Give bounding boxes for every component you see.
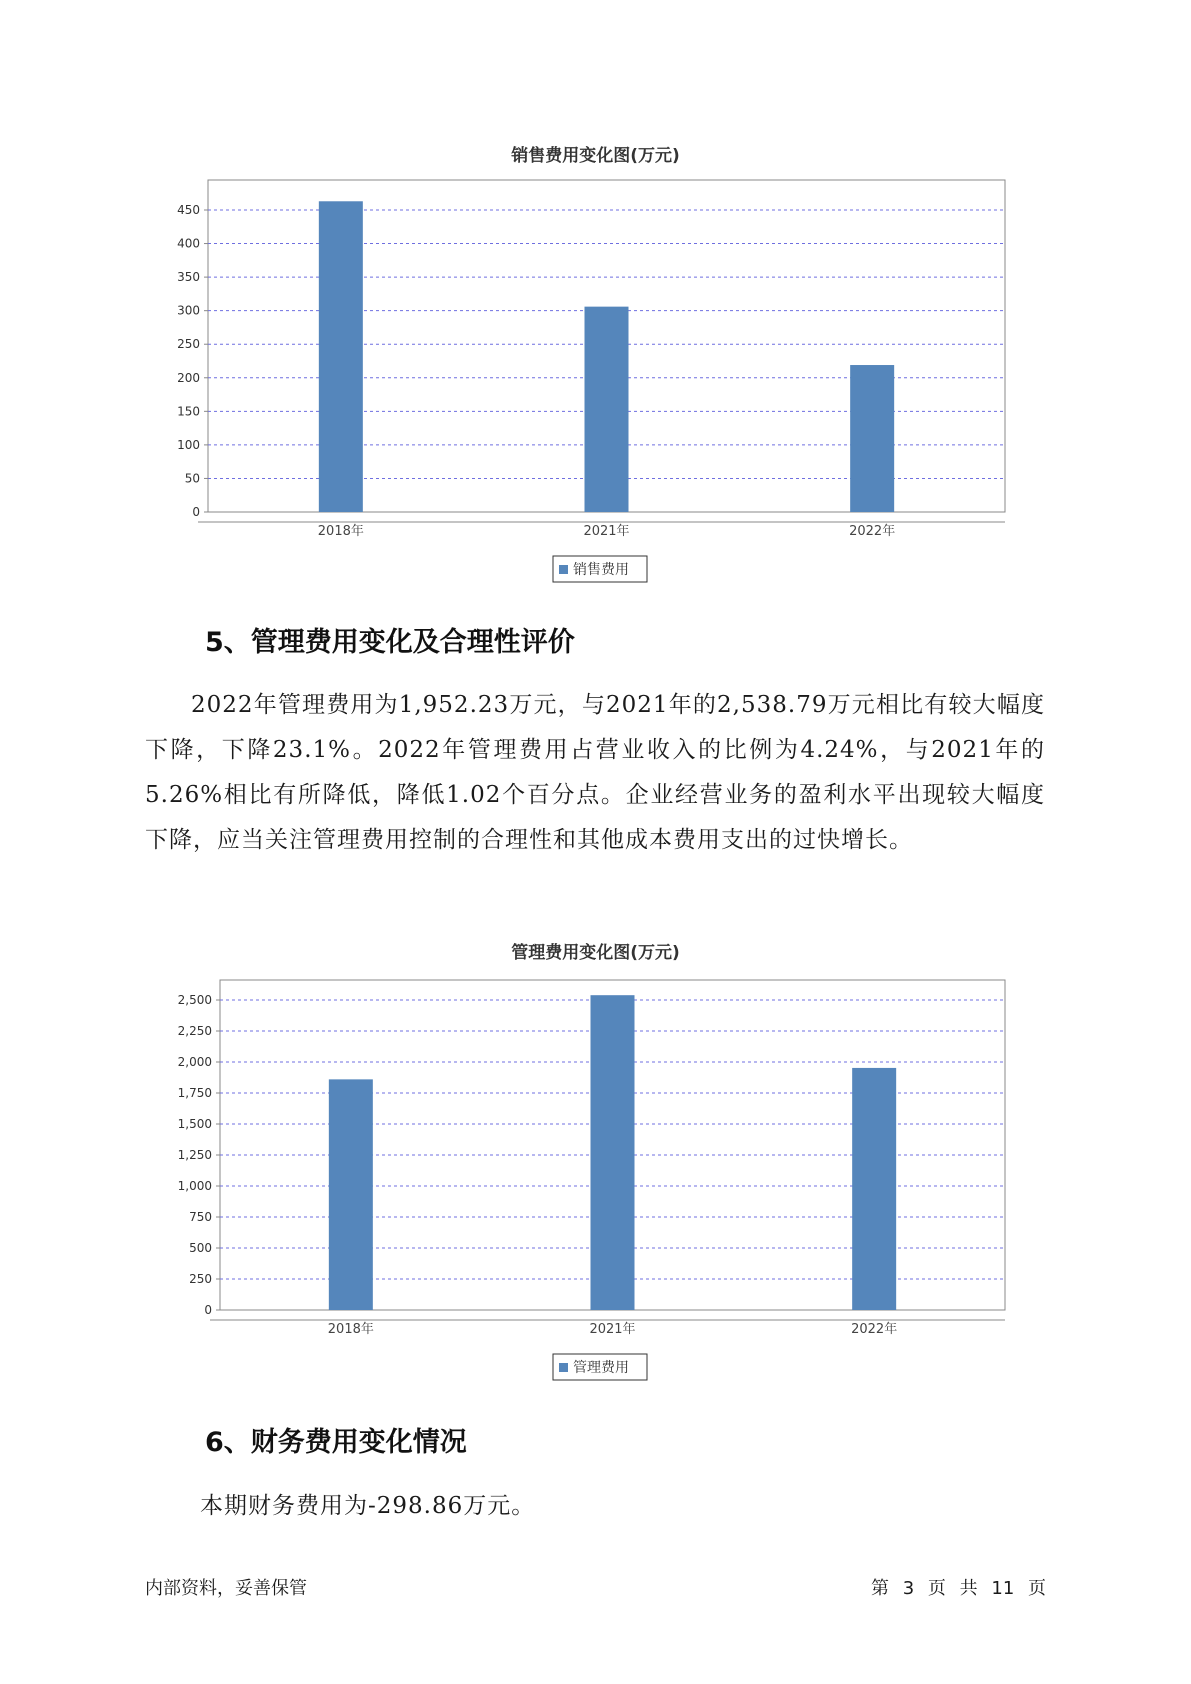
- x-tick-label: 2021年: [583, 524, 630, 539]
- bar-2021年: [585, 307, 629, 512]
- y-tick-label: 150: [177, 404, 200, 419]
- footer-confidential: 内部资料，妥善保管: [145, 1578, 307, 1599]
- legend-swatch: [559, 1363, 568, 1372]
- y-tick-label: 200: [177, 370, 200, 385]
- admin-expense-chart: [0, 958, 1191, 1398]
- legend-label: 管理费用: [573, 1360, 629, 1376]
- x-tick-label: 2018年: [317, 524, 364, 539]
- x-tick-label: 2022年: [849, 524, 896, 539]
- y-tick-label: 250: [189, 1272, 212, 1286]
- legend-swatch: [559, 565, 568, 574]
- y-tick-label: 750: [189, 1210, 212, 1224]
- y-tick-label: 2,250: [177, 1024, 212, 1038]
- y-tick-label: 2,000: [177, 1055, 212, 1069]
- section6-paragraph: 本期财务费用为-298.86万元。: [200, 1493, 536, 1519]
- y-tick-label: 50: [184, 471, 200, 486]
- y-tick-label: 100: [177, 437, 200, 452]
- footer-page-number: 第 3 页 共 11 页: [871, 1578, 1046, 1599]
- y-tick-label: 1,250: [177, 1148, 212, 1162]
- bar-2018年: [319, 201, 363, 512]
- y-tick-label: 1,750: [177, 1086, 212, 1100]
- bar-2021年: [591, 995, 635, 1310]
- section6-heading: 6、财务费用变化情况: [205, 1427, 467, 1458]
- x-tick-label: 2021年: [589, 1322, 636, 1337]
- x-tick-label: 2018年: [327, 1322, 374, 1337]
- y-tick-label: 400: [177, 236, 200, 251]
- bar-2022年: [850, 365, 894, 512]
- bar-2018年: [329, 1079, 373, 1310]
- sales-expense-chart: [0, 160, 1191, 600]
- chart-title-sales: 销售费用变化图(万元): [511, 146, 680, 166]
- y-tick-label: 250: [177, 337, 200, 352]
- bar-2022年: [852, 1068, 896, 1310]
- y-tick-label: 1,000: [177, 1179, 212, 1193]
- y-tick-label: 300: [177, 303, 200, 318]
- section5-heading: 5、管理费用变化及合理性评价: [205, 627, 575, 658]
- x-tick-label: 2022年: [851, 1322, 898, 1337]
- y-tick-label: 1,500: [177, 1117, 212, 1131]
- y-tick-label: 2,500: [177, 993, 212, 1007]
- section5-paragraph: 2022年管理费用为1,952.23万元，与2021年的2,538.79万元相比有较大幅度下降，下降23.1%。2022年管理费用占营业收入的比例为4.24%，与2021年的5.26%相比有所降低，降低1.02个百分点。企业经营业务的盈利水平出现较大幅度下降，应当关注管理费用控制的合理性和其他成本费用支出的过快增长。: [145, 692, 1045, 853]
- y-tick-label: 500: [189, 1241, 212, 1255]
- y-tick-label: 350: [177, 270, 200, 285]
- y-tick-label: 0: [204, 1303, 212, 1317]
- chart-title-admin: 管理费用变化图(万元): [511, 943, 680, 963]
- y-tick-label: 0: [192, 505, 200, 519]
- legend-label: 销售费用: [573, 562, 629, 578]
- y-tick-label: 450: [177, 203, 200, 217]
